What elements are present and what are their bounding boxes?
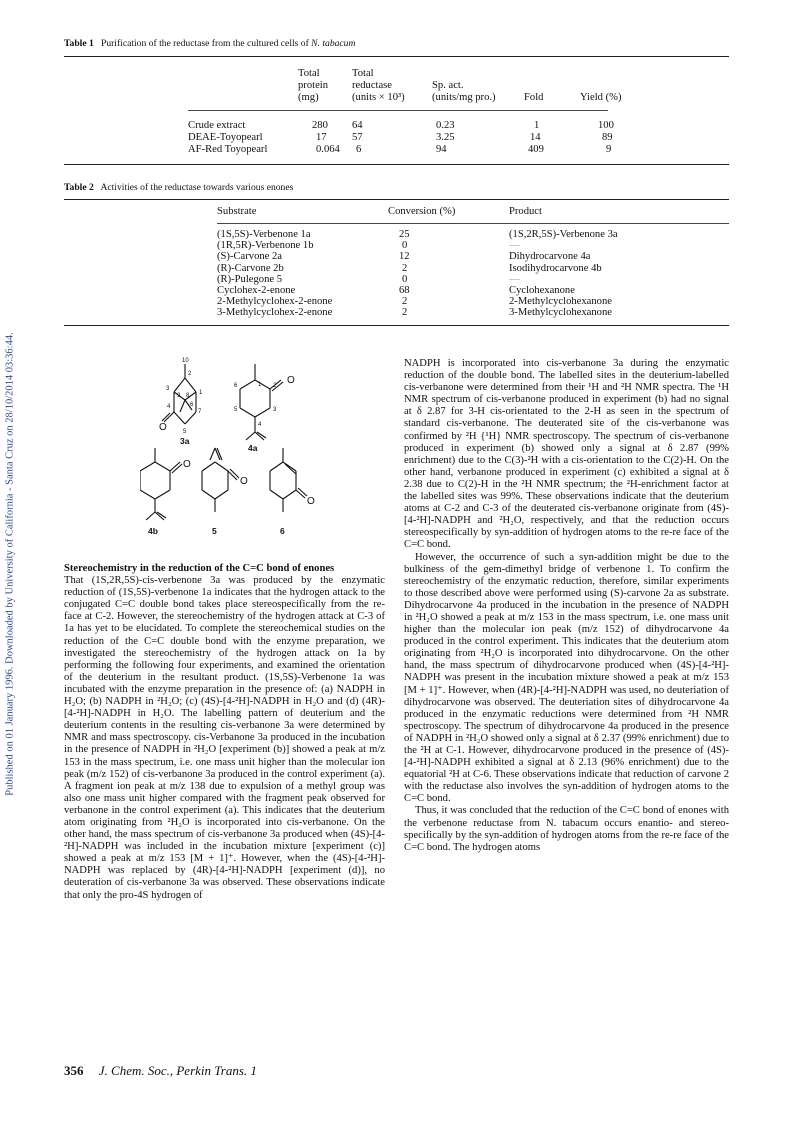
body-paragraph: Thus, it was concluded that the reduction of the C=C bond of enones with the verbenone reductase from N. tabacum occurs enantio- and stereo-specifically by the syn-addition of hydrogen atoms from the re-re face of the C=C bond. The hydrogen atoms [404, 805, 729, 853]
table-row: (1R,5R)-Verbenone 1b 0 — [217, 240, 520, 252]
oxygen-label: O [240, 476, 248, 487]
table-row: (R)-Carvone 2b 2 Isodihydrocarvone 4b [217, 262, 602, 274]
table-row: (R)-Pulegone 5 0 — [217, 273, 520, 285]
atom-number: 3 [166, 386, 170, 392]
structure-5 [202, 448, 239, 512]
atom-number: 1 [258, 382, 262, 388]
table2-header-substrate: Substrate [217, 206, 257, 217]
atom-number: 5 [234, 407, 238, 413]
table1-header-row [64, 68, 729, 104]
oxygen-label: O [307, 496, 315, 507]
atom-number: 9 [177, 393, 181, 399]
table1-header-spact: Sp. act. (units/mg pro.) [432, 80, 496, 103]
table-row: (S)-Carvone 2a 12 Dihydrocarvone 4a [217, 251, 591, 263]
chemical-structures-figure [140, 350, 340, 545]
table1-top-rule [64, 56, 729, 57]
table-row: 2-Methylcyclohex-2-enone 2 2-Methylcyclohexanone [217, 296, 612, 308]
table-row: 3-Methylcyclohex-2-enone 2 3-Methylcyclohexanone [217, 307, 612, 319]
table-row: (1S,5S)-Verbenone 1a 25 (1S,2R,5S)-Verbenone 3a [217, 229, 618, 240]
table1-header-rule [188, 110, 608, 111]
table1-grid [64, 68, 729, 104]
atom-number: 3 [273, 407, 277, 413]
body-paragraph: However, the occurrence of such a syn-addition might be due to the bulkiness of the gem-dimethyl bridge of verbenone 1. To confirm the stereochemistry of the enzymatic reduction, therefore, similar experiments to those described above were performed using (S)-carvone 2a as substrate. Dihydrocarvone 4a produced in the incubation in the presence of NADPH in ²H₂O showed a peak at m/z 153 in the mass spectrum, i.e. one mass unit higher than the molecular ion peak (m/z 152) of dihydrocarvone 4a produced in the control experiment. This indicates that the deuterium atom originating from ²H₂O is incorporated into dihydrocarvone. On the other hand, the mass spectrum of dihydrocarvone produced when (4S)-[4-²H]-NADPH was present in the incubation mixture showed a peak at m/z 153 [M + 1]⁺. However, when (4R)-[4-²H]-NADPH was used, no deuteriation of dihydrocarvone was observed. The deuteriation sites of dihydrocarvone 4a produced in the enzymatic reductions were determined from ²H NMR spectroscopy. The spectrum of dihydrocarvone 4a produced in the presence of NADPH in ²H₂O showed only a signal at δ 2.37 (99% enrichment) due to the ²H at C-1. However, dihydrocarvone produced in the presence of (4S)-[4-²H]-NADPH exhibited a signal at δ 2.13 (96% enrichment) due to the equatorial ²H at C-6. These observations indicate that reduction of carvone 2 with the reductase also involves the syn-addition of hydrogen atoms to the C=C bond. [404, 551, 729, 805]
table1 [64, 68, 729, 104]
section-heading: Stereochemistry in the reduction of the C=C bond of enones [64, 563, 335, 574]
atom-number: 1 [199, 390, 203, 396]
download-watermark [3, 0, 17, 1127]
oxygen-label: O [287, 375, 295, 386]
compound-label-5: 5 [212, 526, 217, 536]
atom-number: 10 [182, 358, 189, 364]
table1-header-reductase: Total reductase (units × 10³) [352, 68, 405, 103]
table1-caption-text: Purification of the reductase from the cultured cells of [100, 38, 312, 49]
table1-header-protein: Total protein (mg) [298, 68, 329, 103]
table2-caption-text: Activities of the reductase towards various enones [100, 182, 294, 193]
table1-body [64, 120, 729, 156]
table2-body [217, 229, 729, 319]
atom-number: 4 [167, 404, 171, 410]
atom-number: 6 [190, 402, 194, 408]
compound-label-4b: 4b [148, 526, 158, 536]
table-row: Cyclohex-2-enone 68 Cyclohexanone [217, 285, 575, 297]
body-paragraph: NADPH is incorporated into cis-verbanone 3a during the enzymatic reduction of the double bond. The labelled sites in the deuterium-labelled cis-verbanone were determined from their ¹H and ²H NMR spectra. The ¹H NMR spectrum of cis-verbanone produced in experiment (b) had no signal at δ 2.87 for 3-H cis-orientated to the 2-H as seen in the spectrum of standard cis-verbanone. The deuterated site of the cis-verbanone was confirmed by ²H {¹H} NMR spectroscopy. The spectrum of cis-verbanone produced in experiment (b) showed only a signal at δ 2.87 (99% enrichment) due to the C(3)-²H with a cis-orientation to the C(2)-H. On the other hand, verbanone produced in experiment (c) exhibited a signal at δ 2.38 due to C(2)-H in the ²H NMR spectrum; the ²H-enrichment factor at the labelled sites was 99%. These observations indicate that the deuterium atoms at C-2 and C-3 of the deuterated cis-verbanone originate from (4S)-[4-²H]-NADPH and ²H₂O, respectively, and that the reduction occurs stereospecifically by syn-addition of hydrogen atoms to the re-re face of the C=C bond. [404, 358, 729, 551]
atom-number: 5 [183, 429, 187, 435]
compound-label-4a: 4a [248, 443, 258, 453]
table2-header-conversion: Conversion (%) [388, 206, 456, 217]
table2-bottom-rule [64, 325, 729, 326]
left-column [64, 563, 385, 902]
table2-top-rule [64, 199, 729, 200]
table2-header-product: Product [509, 206, 542, 217]
table2-label: Table 2 [64, 182, 94, 193]
table1-bottom-rule [64, 164, 729, 165]
table1-caption-species: N. tabacum [311, 38, 356, 49]
table1-caption [64, 38, 355, 49]
right-column [404, 358, 729, 854]
structure-4b [140, 448, 182, 520]
table-row: DEAE-Toyopearl 17 57 3.25 14 89 [188, 132, 613, 143]
atom-number: 6 [234, 383, 238, 389]
atom-number: 7 [198, 409, 202, 415]
journal-name: J. Chem. Soc., Perkin Trans. 1 [98, 1063, 257, 1078]
atom-number: 4 [258, 422, 262, 428]
compound-label-3a: 3a [180, 436, 190, 446]
table-row: AF-Red Toyopearl 0.064 6 94 409 9 [188, 144, 612, 155]
atom-number: 2 [273, 383, 277, 389]
oxygen-label: O [159, 422, 167, 433]
atom-number: 2 [188, 371, 192, 377]
table1-label: Table 1 [64, 38, 94, 49]
table1-header-fold: Fold [524, 92, 544, 103]
oxygen-label: O [183, 459, 191, 470]
table2-caption [64, 182, 293, 193]
body-paragraph: That (1S,2R,5S)-cis-verbenone 3a was produced by the enzymatic reduction of (1S,5S)-verbenone 1a indicates that the hydrogen attack to the conjugated C=C double bond takes place stereospecifically from the re-face at C-2. However, the stereochemistry of the hydrogen attack at C-3 of 1a has yet to be elucidated. To complete the stereochemical studies on the reduction of the C=C double bond with the enzyme preparation, we investigated the stereochemistry of the hydrogen attack on 1a by performing the following four experiments, and examined the orientation of the deuterium in the resultant product. (1S,5S)-Verbenone 1a was incubated with the enzyme preparation in the presence of: (a) NADPH in H₂O; (b) NADPH in ²H₂O; (c) (4S)-[4-²H]-NADPH in H₂O and (d) (4R)-[4-²H]-NADPH in H₂O. The labelling pattern of deuterium and the deuterium contents in the resulting cis-verbanone 3a were determined by NMR and mass spectroscopy. cis-Verbanone 3a produced in the incubation in the presence of NADPH in ²H₂O [experiment (b)] showed a peak at m/z 153 in the mass spectrum, i.e. one mass unit higher than the molecular ion peak (m/z 152) of cis-verbanone 3a produced in the control experiment (a). A fragment ion peak at m/z 138 due to expulsion of a methyl group was also one mass unit higher compared with the fragment peak observed for verbanone in the control experiment (a). This indicates that the deuterium atom originating from ²H₂O is incorporated into cis-verbanone. On the other hand, the mass spectrum of cis-verbanone 3a produced when (4S)-[4-²H]-NADPH was included in the incubation mixture [experiment (c)] showed a peak at m/z 153 [M + 1]⁺. However, when the (4S)-[4-²H]-NADPH was replaced by (4R)-[4-²H]-NADPH [experiment (d)], no deuteration of cis-verbanone 3a was observed. These observations indicate that only the pro-4S hydrogen of [64, 575, 385, 901]
compound-label-6: 6 [280, 526, 285, 536]
download-watermark-text: Published on 01 January 1996. Downloaded by University of California - Santa Cruz on 28/10/2014 03:36:44. [4, 331, 16, 796]
page-number: 356 [64, 1063, 84, 1078]
table2-header-rule [217, 223, 729, 224]
atom-number: 8 [186, 393, 190, 399]
table1-header-yield: Yield (%) [580, 92, 622, 103]
table-row: Crude extract 280 64 0.23 1 100 [188, 120, 614, 131]
page-footer [64, 1063, 257, 1079]
structure-6 [270, 448, 307, 512]
structure-4a [240, 364, 283, 440]
